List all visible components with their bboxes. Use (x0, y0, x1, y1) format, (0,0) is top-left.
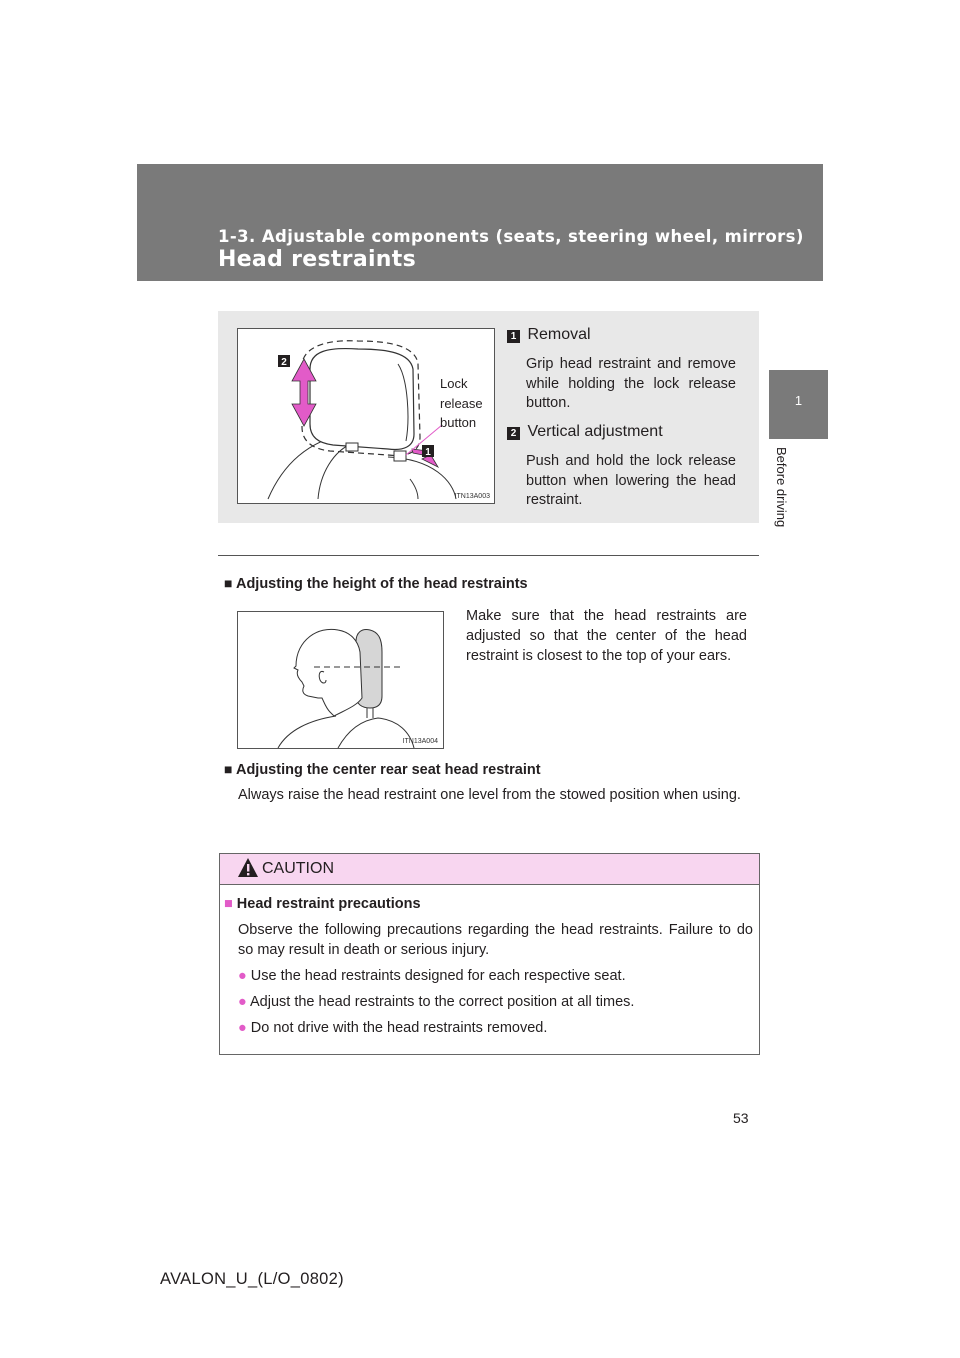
section-title: 1-3. Adjustable components (seats, steering wheel, mirrors) (218, 227, 804, 246)
height-heading: ■ Adjusting the height of the head restraints (224, 575, 528, 592)
center-heading-text: Adjusting the center rear seat head restraint (235, 762, 541, 778)
warning-icon (237, 857, 259, 879)
section-divider (218, 555, 759, 556)
step-badge-1: 1 (507, 330, 520, 343)
caution-label: CAUTION (262, 860, 334, 877)
figure-badge-2: 2 (281, 357, 287, 368)
figure-code-2: ITN13A004 (402, 738, 438, 745)
head-position-figure (237, 611, 444, 749)
callout-line-2: release (440, 395, 483, 411)
caution-bullet-1: ● Use the head restraints designed for each respective seat. (238, 968, 626, 984)
head-position-illustration (238, 612, 443, 748)
page-number: 53 (733, 1110, 749, 1126)
caution-heading: ■ Head restraint precautions (224, 896, 421, 912)
step-text-removal: Grip head restraint and remove while holding the lock release button. (526, 356, 736, 411)
center-text: Always raise the head restraint one level from the stowed position when using. (238, 787, 741, 803)
center-heading: ■ Adjusting the center rear seat head restraint (224, 761, 541, 778)
caution-bullet-3-text: Do not drive with the head restraints removed. (250, 1020, 548, 1036)
height-text: Make sure that the head restraints are adjusted so that the center of the head restraint is closest to the top of your ears. (466, 608, 747, 664)
chapter-tab-label: Before driving (774, 447, 789, 528)
caution-bullet-3: ● Do not drive with the head restraints removed. (238, 1020, 548, 1036)
figure-code: ITN13A003 (454, 493, 490, 500)
caution-bullet-1-text: Use the head restraints designed for each respective seat. (250, 968, 626, 984)
lock-release-callout (440, 374, 483, 433)
height-heading-text: Adjusting the height of the head restraints (235, 576, 528, 592)
caution-bullet-2-text: Adjust the head restraints to the correct position at all times. (250, 994, 635, 1010)
page-title: Head restraints (218, 247, 416, 272)
step-vertical-adjustment (507, 423, 663, 441)
step-title-removal: Removal (527, 326, 591, 343)
callout-line-3: button (440, 415, 477, 430)
step-text-vertical: Push and hold the lock release button when lowering the head restraint. (526, 453, 736, 508)
step-removal (507, 326, 591, 344)
figure-badge-1: 1 (425, 447, 431, 458)
chapter-tab-number: 1 (794, 393, 803, 408)
step-title-vertical: Vertical adjustment (527, 423, 663, 440)
callout-line-1: Lock (440, 376, 468, 391)
caution-bullet-2: ● Adjust the head restraints to the correct position at all times. (238, 994, 635, 1010)
step-badge-2: 2 (507, 427, 520, 440)
document-footer: AVALON_U_(L/O_0802) (160, 1270, 344, 1288)
caution-intro: Observe the following precautions regarding the head restraints. Failure to do so may result in death or serious injury. (238, 922, 753, 958)
caution-heading-text: Head restraint precautions (236, 896, 421, 912)
